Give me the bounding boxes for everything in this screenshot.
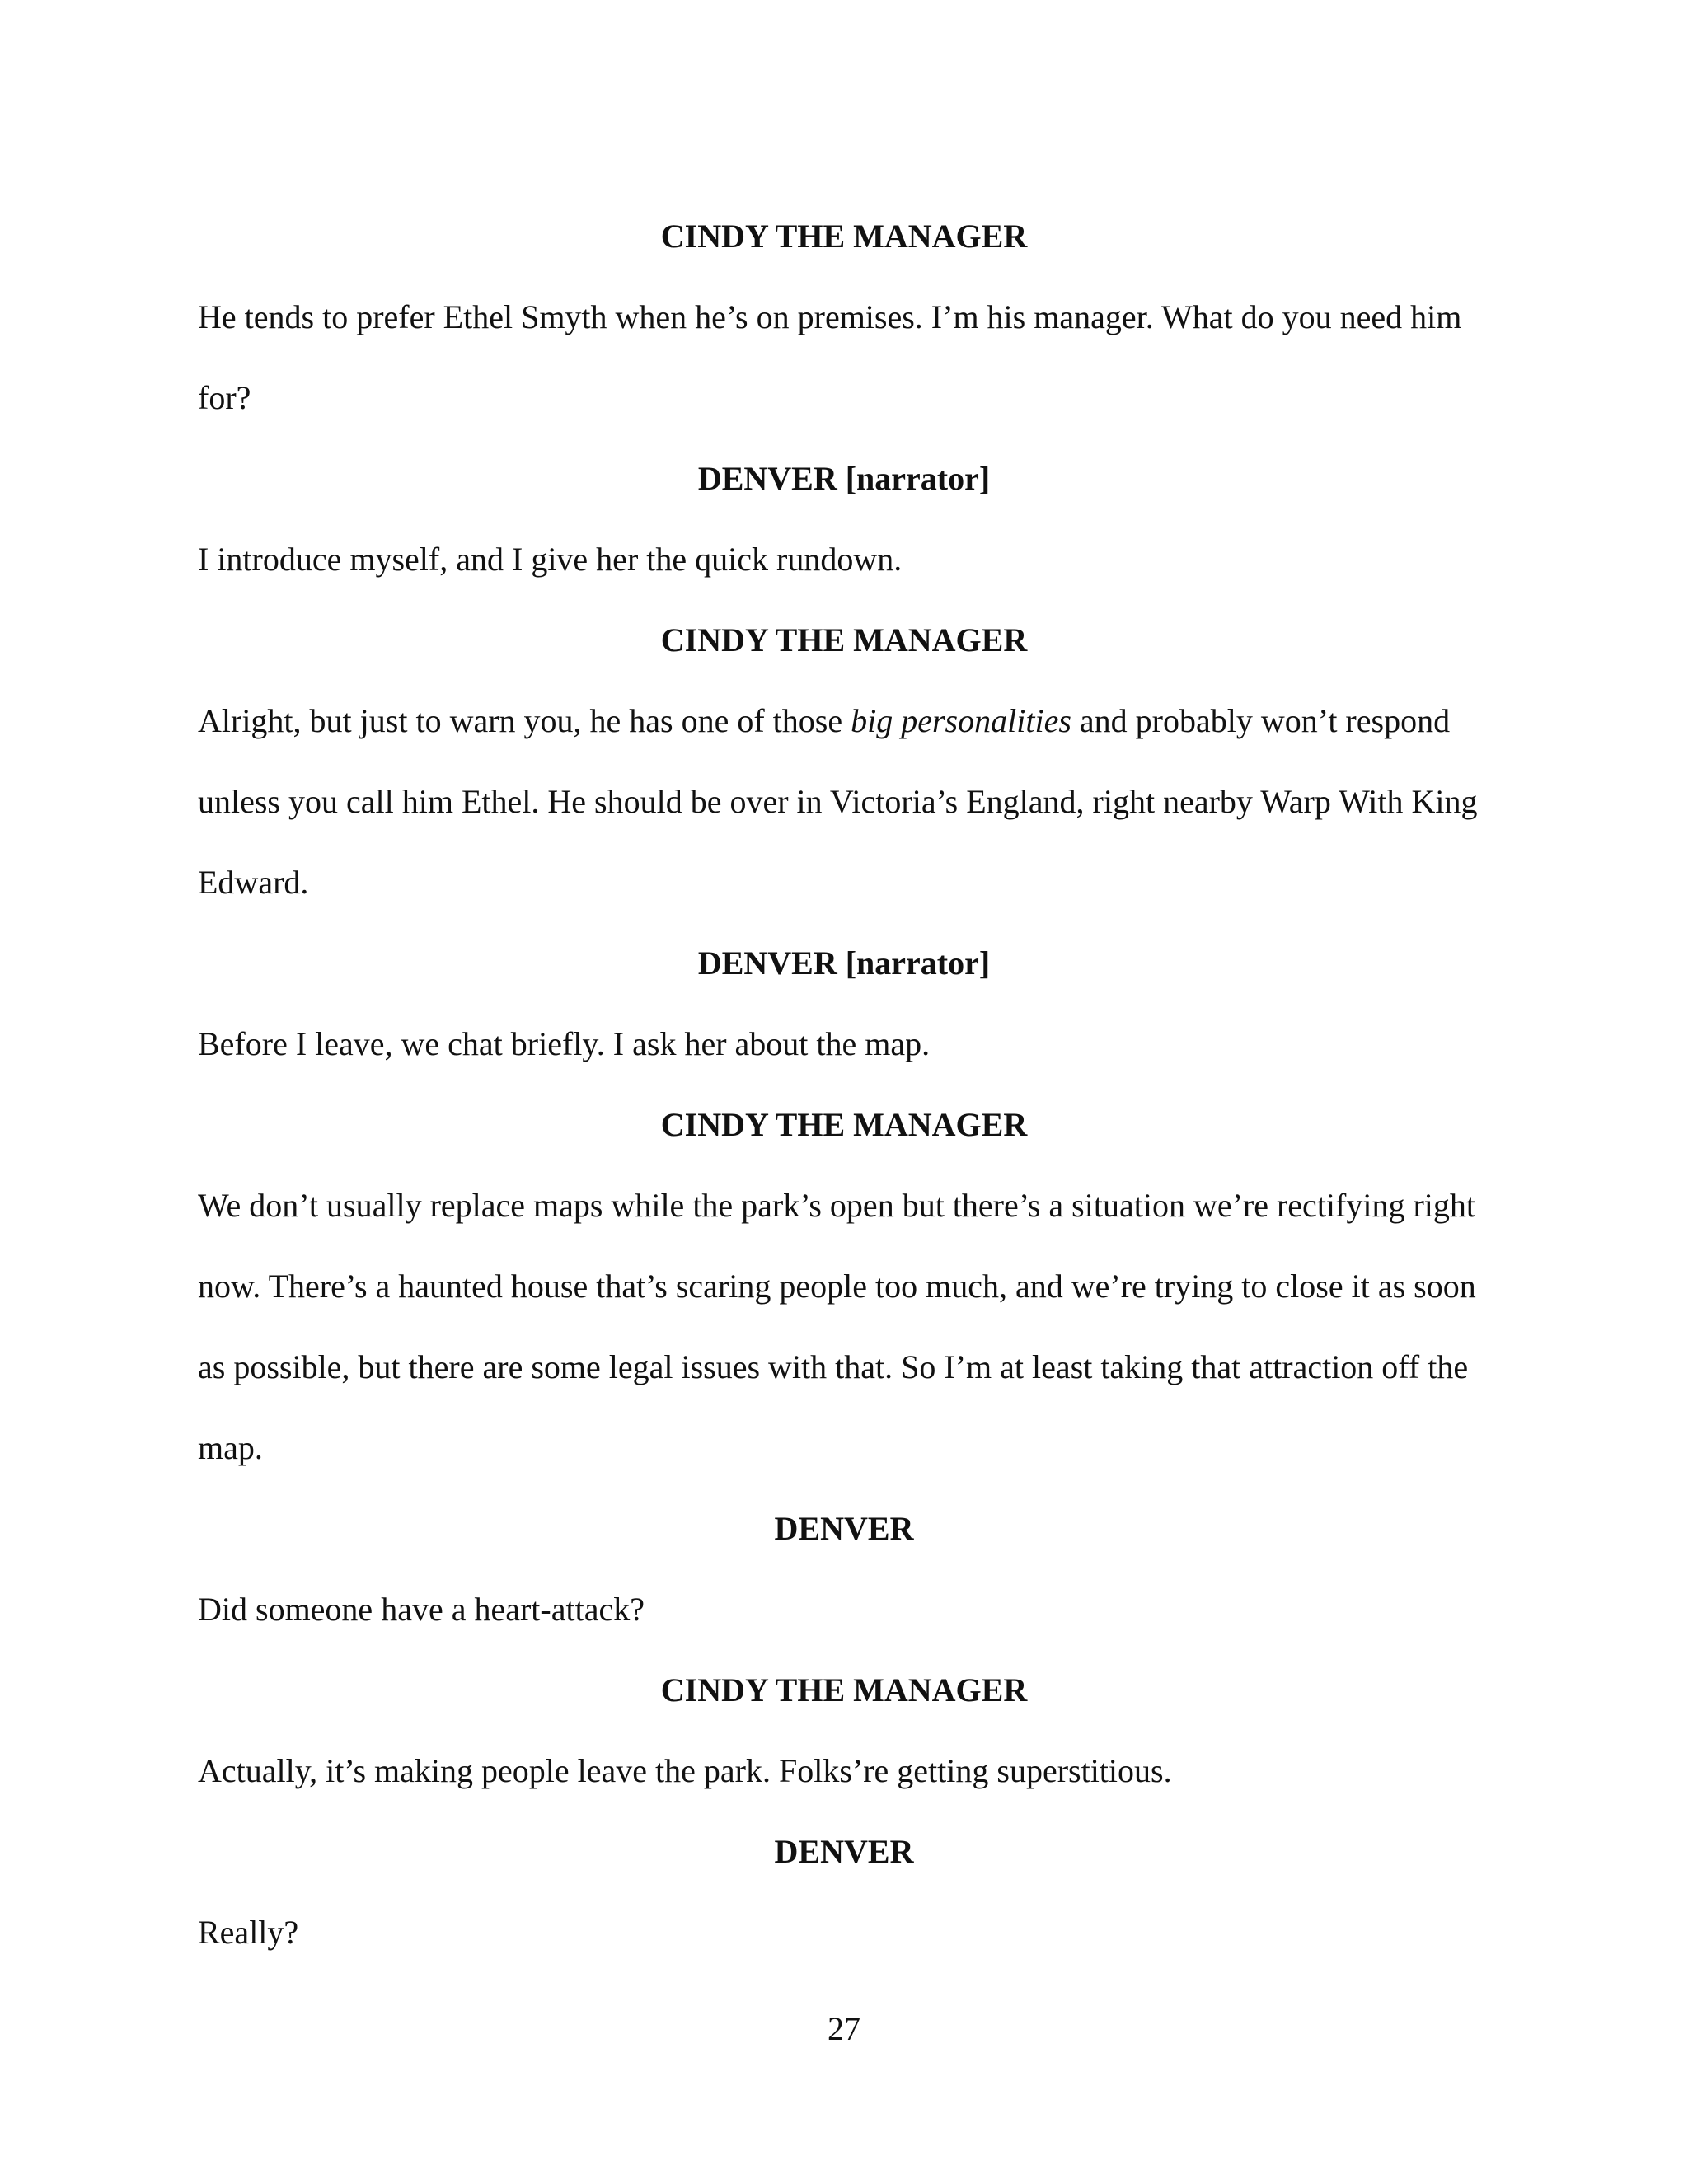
dialogue-line: Edward. bbox=[198, 864, 309, 901]
dialogue-line: He tends to prefer Ethel Smyth when he’s on premises. I’m his manager. What do you need him bbox=[198, 298, 1462, 335]
speaker-name: CINDY THE MANAGER bbox=[660, 1671, 1028, 1708]
dialogue-line: I introduce myself, and I give her the quick rundown. bbox=[198, 541, 903, 578]
dialogue-line: unless you call him Ethel. He should be over in Victoria’s England, right nearby Warp With King bbox=[198, 783, 1478, 820]
dialogue-line bbox=[198, 681, 1490, 762]
speaker-name: DENVER bbox=[774, 1833, 914, 1870]
dialogue-line: map. bbox=[198, 1429, 263, 1466]
speaker-name: DENVER bbox=[774, 1510, 914, 1547]
dialogue-line: now. There’s a haunted house that’s scaring people too much, and we’re trying to close it as soon bbox=[198, 1268, 1476, 1305]
dialogue-line: for? bbox=[198, 379, 251, 416]
dialogue-line: Really? bbox=[198, 1914, 299, 1951]
speaker-name: DENVER [narrator] bbox=[697, 944, 991, 982]
speaker-name: DENVER [narrator] bbox=[697, 460, 991, 497]
speaker-name: CINDY THE MANAGER bbox=[660, 1106, 1028, 1143]
dialogue-line: as possible, but there are some legal issues with that. So I’m at least taking that attraction off the bbox=[198, 1348, 1469, 1385]
dialogue-line: Actually, it’s making people leave the park. Folks’re getting superstitious. bbox=[198, 1752, 1172, 1789]
page-number: 27 bbox=[828, 2010, 860, 2047]
dialogue-line: Before I leave, we chat briefly. I ask her about the map. bbox=[198, 1025, 931, 1062]
script-body bbox=[198, 196, 1490, 1973]
dialogue-line: Did someone have a heart-attack? bbox=[198, 1591, 645, 1628]
dialogue-line: We don’t usually replace maps while the park’s open but there’s a situation we’re rectifying right bbox=[198, 1187, 1476, 1224]
emphasized-text: big personalities bbox=[851, 702, 1071, 739]
dialogue-text: and probably won’t respond bbox=[1071, 702, 1451, 739]
dialogue-text: Alright, but just to warn you, he has one of those bbox=[198, 702, 851, 739]
speaker-name: CINDY THE MANAGER bbox=[660, 218, 1028, 255]
speaker-name: CINDY THE MANAGER bbox=[660, 621, 1028, 658]
